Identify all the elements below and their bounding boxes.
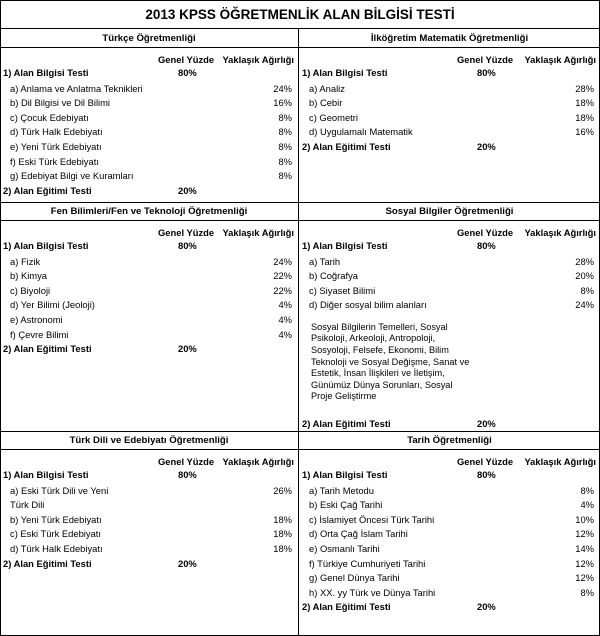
subject-label: d) Uygulamalı Matematik [309,126,413,138]
subject-row [0,542,298,556]
subject-weight: 18% [575,97,594,109]
subject-row [0,269,298,283]
subject-row [299,284,600,298]
genel-yuzde-value: 20% [477,417,496,429]
test-label: 1) Alan Bilgisi Testi [3,67,89,78]
test-label: 1) Alan Bilgisi Testi [302,469,388,480]
test-label: 1) Alan Bilgisi Testi [3,240,89,251]
subject-weight: 12% [575,572,594,584]
subject-label: c) Çocuk Edebiyatı [10,111,89,123]
column-header-yaklasik-agirligi: Yaklaşık Ağırlığı [222,456,294,467]
subject-weight: 8% [580,284,594,296]
subject-row [299,542,600,556]
subject-weight: 18% [273,513,292,525]
alan-bilgisi-testi-row [0,468,298,482]
subject-weight: 24% [575,299,594,311]
subject-row [299,111,600,125]
subject-row [299,255,600,269]
section-title: Sosyal Bilgiler Öğretmenliği [385,206,514,217]
subject-weight: 28% [575,82,594,94]
section-title: Türk Dili ve Edebiyatı Öğretmenliği [69,435,229,446]
section-title-divider [299,47,600,48]
subject-weight: 24% [273,82,292,94]
subject-row [299,571,600,585]
subject-weight: 12% [575,528,594,540]
alan-egitimi-testi-row [0,342,298,356]
subject-weight: 20% [575,270,594,282]
alan-egitimi-testi-row [0,557,298,571]
subject-label: f) Eski Türk Edebiyatı [10,155,99,167]
subject-row [0,328,298,342]
alan-egitimi-testi-row [299,600,600,614]
subject-label: c) İslamiyet Öncesi Türk Tarihi [309,513,435,525]
section-title-divider [299,449,600,450]
subject-label: c) Biyoloji [10,284,51,296]
test-label: 2) Alan Eğitimi Testi [302,417,391,429]
subject-label: a) Tarih Metodu [309,484,374,496]
genel-yuzde-value: 80% [477,67,496,78]
subject-label: d) Orta Çağ İslam Tarihi [309,528,408,540]
subject-row [0,140,298,154]
alan-bilgisi-testi-row [0,239,298,253]
subject-weight: 4% [278,328,292,340]
subject-label: e) Yeni Türk Edebiyatı [10,140,102,152]
column-header-yaklasik-agirligi: Yaklaşık Ağırlığı [524,456,596,467]
subject-weight: 4% [278,313,292,325]
subject-weight: 10% [575,513,594,525]
subject-weight: 8% [278,126,292,138]
column-header-yaklasik-agirligi: Yaklaşık Ağırlığı [524,227,596,238]
subject-weight: 16% [273,97,292,109]
subject-label: d) Türk Halk Edebiyatı [10,126,103,138]
subject-row [299,298,600,312]
subject-weight: 22% [273,284,292,296]
subject-row [0,169,298,183]
section-title-divider [0,220,298,221]
subject-row [299,125,600,139]
column-header-genel-yuzde: Genel Yüzde [158,456,215,467]
genel-yuzde-value: 80% [178,67,197,78]
page-title: 2013 KPSS ÖĞRETMENLİK ALAN BİLGİSİ TESTİ [0,0,600,29]
test-label: 2) Alan Eğitimi Testi [302,140,391,152]
test-label: 2) Alan Eğitimi Testi [302,601,391,613]
test-label: 1) Alan Bilgisi Testi [302,67,388,78]
test-label: 2) Alan Eğitimi Testi [3,557,92,569]
column-header-genel-yuzde: Genel Yüzde [457,227,514,238]
subject-label: g) Edebiyat Bilgi ve Kuramları [10,170,134,182]
genel-yuzde-value: 80% [178,469,197,480]
subject-row [299,82,600,96]
subject-row [0,298,298,312]
subject-label: d) Türk Halk Edebiyatı [10,542,103,554]
subject-row [0,313,298,327]
alan-egitimi-testi-row [0,184,298,198]
section-matematik [299,30,600,202]
subject-row [299,513,600,527]
section-title-divider [0,47,298,48]
subject-weight: 8% [278,140,292,152]
alan-egitimi-testi-row [299,417,600,431]
subject-row [299,586,600,600]
genel-yuzde-value: 80% [477,469,496,480]
genel-yuzde-value: 20% [178,184,197,196]
test-label: 1) Alan Bilgisi Testi [3,469,89,480]
subject-row [299,484,600,498]
section-title: Tarih Öğretmenliği [407,435,492,446]
subject-row [299,557,600,571]
subject-label: c) Geometri [309,111,358,123]
subject-row [0,484,298,498]
alan-bilgisi-testi-row [299,239,600,253]
subject-weight: 8% [580,484,594,496]
subject-label: a) Fizik [10,255,41,267]
section-title: Fen Bilimleri/Fen ve Teknoloji Öğretmenliği [50,206,248,217]
alan-egitimi-testi-row [299,140,600,154]
subject-row [0,82,298,96]
subject-label: b) Yeni Türk Edebiyatı [10,513,102,525]
subject-label: e) Osmanlı Tarihi [309,542,380,554]
section-title: Türkçe Öğretmenliği [102,33,196,44]
subject-row [0,96,298,110]
section-title: İlköğretim Matematik Öğretmenliği [370,33,529,44]
section-fen [0,203,298,431]
subject-weight: 28% [575,255,594,267]
column-header-yaklasik-agirligi: Yaklaşık Ağırlığı [222,54,294,65]
column-header-genel-yuzde: Genel Yüzde [457,54,514,65]
subject-row [299,269,600,283]
subject-weight: 24% [273,255,292,267]
subject-weight: 14% [575,542,594,554]
subject-row [299,96,600,110]
alan-bilgisi-testi-row [0,66,298,80]
subject-row [0,498,298,512]
subject-label: a) Anlama ve Anlatma Teknikleri [10,82,143,94]
genel-yuzde-value: 80% [178,240,197,251]
subject-label: d) Yer Bilimi (Jeoloji) [10,299,95,311]
subject-row [0,284,298,298]
subject-label: b) Cebir [309,97,343,109]
section-title-divider [299,220,600,221]
test-label: 2) Alan Eğitimi Testi [3,343,92,355]
subject-row [0,111,298,125]
subject-weight: 8% [580,586,594,598]
genel-yuzde-value: 20% [178,343,197,355]
section-title-divider [0,449,298,450]
test-label: 1) Alan Bilgisi Testi [302,240,388,251]
alan-bilgisi-testi-row [299,66,600,80]
subject-row [0,155,298,169]
subject-weight: 18% [273,528,292,540]
subject-label: b) Coğrafya [309,270,358,282]
subject-label: g) Genel Dünya Tarihi [309,572,400,584]
subject-weight: 18% [273,542,292,554]
subject-label: f) Çevre Bilimi [10,328,69,340]
column-header-genel-yuzde: Genel Yüzde [158,227,215,238]
subject-weight: 22% [273,270,292,282]
genel-yuzde-value: 20% [477,601,496,613]
test-label: 2) Alan Eğitimi Testi [3,184,92,196]
subject-label: a) Analiz [309,82,345,94]
subject-label: d) Diğer sosyal bilim alanları [309,299,427,311]
subject-weight: 12% [575,557,594,569]
subject-label: c) Eski Türk Edebiyatı [10,528,102,540]
subject-label: c) Siyaset Bilimi [309,284,376,296]
section-turkce [0,30,298,202]
subject-label: b) Eski Çağ Tarihi [309,499,383,511]
subject-weight: 8% [278,155,292,167]
subject-weight: 26% [273,484,292,496]
alan-bilgisi-testi-row [299,468,600,482]
column-header-yaklasik-agirligi: Yaklaşık Ağırlığı [222,227,294,238]
subject-row [0,527,298,541]
subject-label: b) Dil Bilgisi ve Dil Bilimi [10,97,111,109]
subject-row [299,498,600,512]
subject-row [299,527,600,541]
section-tarih [299,432,600,636]
subject-label: Türk Dili [10,499,45,511]
genel-yuzde-value: 80% [477,240,496,251]
subject-weight: 4% [580,499,594,511]
subject-label: e) Astronomi [10,313,63,325]
subject-label: a) Eski Türk Dili ve Yeni [10,484,109,496]
subject-label: h) XX. yy Türk ve Dünya Tarihi [309,586,436,598]
genel-yuzde-value: 20% [178,557,197,569]
subject-note: Sosyal Bilgilerin Temelleri, Sosyal Psikoloji, Arkeoloji, Antropoloji, Sosyoloji, Felsefe, Ekonomi, Bilim Teknoloji ve Sosyal Değişme, Sanat ve Estetik, İnsan İlişkileri ve İletişim, Günümüz Dünya Sorunları, Sosyal Proje Geliştirme [311,321,470,402]
subject-weight: 8% [278,111,292,123]
section-sosyal [299,203,600,431]
subject-row [0,513,298,527]
subject-label: a) Tarih [309,255,341,267]
subject-row [0,255,298,269]
subject-weight: 4% [278,299,292,311]
subject-label: b) Kimya [10,270,47,282]
subject-weight: 16% [575,126,594,138]
column-header-yaklasik-agirligi: Yaklaşık Ağırlığı [524,54,596,65]
section-edebiyat [0,432,298,636]
column-header-genel-yuzde: Genel Yüzde [158,54,215,65]
subject-label: f) Türkiye Cumhuriyeti Tarihi [309,557,426,569]
subject-row [0,125,298,139]
subject-weight: 8% [278,170,292,182]
subject-weight: 18% [575,111,594,123]
column-header-genel-yuzde: Genel Yüzde [457,456,514,467]
genel-yuzde-value: 20% [477,140,496,152]
